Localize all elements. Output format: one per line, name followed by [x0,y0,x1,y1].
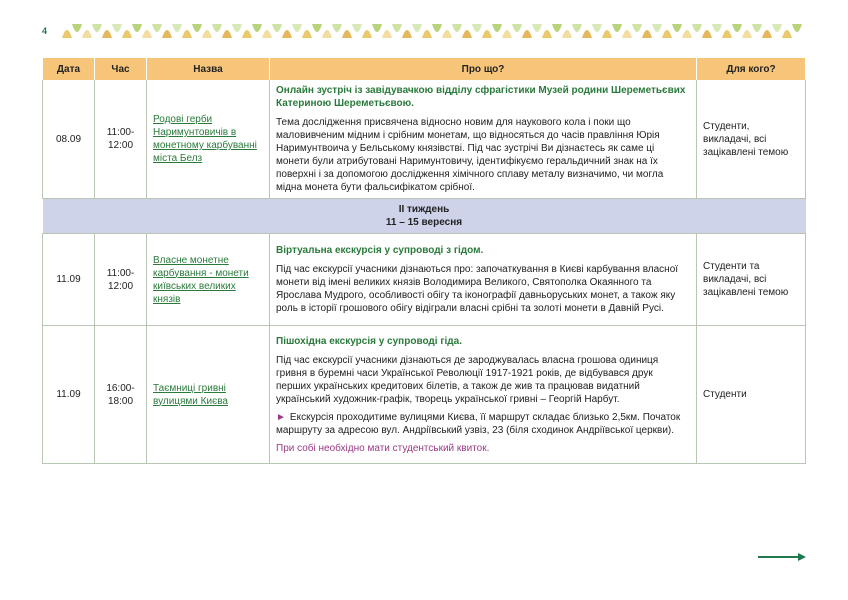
time-end: 12:00 [107,140,134,151]
ornament-leaf [72,24,82,32]
ornament-leaf [302,30,312,38]
event-headline: Пішохідна екскурсія у супроводі гіда. [276,335,462,347]
ornament-leaf [472,24,482,32]
ornament-leaf [652,24,662,32]
event-headline: Віртуальна екскурсія у супроводі з гідом. [276,245,484,256]
ornament-leaf [622,30,632,38]
row-audience: Студенти [697,326,806,464]
ornament-leaf [212,24,222,32]
ornament-leaf [712,24,722,32]
row-time [95,80,147,199]
ornament-leaf [572,24,582,32]
ornament-leaf [532,24,542,32]
header-name: Назва [147,58,270,80]
ornament-leaf [552,24,562,32]
ornament-leaf [722,30,732,38]
row-about [270,234,697,326]
time-end: 18:00 [107,395,134,407]
ornament-leaf [682,30,692,38]
event-title-link[interactable]: Власне монетне карбування - монети київських великих князів [153,254,249,305]
event-title-link[interactable]: Таємниці гривні вулицями Києва [153,382,228,407]
ornament-leaf [312,24,322,32]
ornament-leaf [232,24,242,32]
row-audience: Студенти та викладачі, всі зацікавлені темою [697,234,806,326]
ornament-leaf [322,30,332,38]
row-name [147,80,270,199]
ornament-leaf [592,24,602,32]
ornament-leaf [612,24,622,32]
ornament-leaf [432,24,442,32]
row-audience: Студенти, викладачі, всі зацікавлені темою [697,80,806,199]
ornament-leaf [762,30,772,38]
ornament-leaf [782,30,792,38]
week-label [43,199,806,234]
event-description: Під час екскурсії учасники дізнаються де зароджувалась власна грошова одиниця гривня в буремні часи Української Революції 1917-1921 років, де відбувався друк перших українських кредитових білетів, а також де жив та працював видатний український художник-графік, творець української гривні – Георгій Нарбут. [276,354,659,405]
time-start: 11:00- [106,267,135,279]
ornament-leaf [292,24,302,32]
ornament-leaf [92,24,102,32]
ornament-leaf [792,24,802,32]
ornament-leaf [692,24,702,32]
header-about: Про що? [270,58,697,80]
ornament-leaf [382,30,392,38]
ticket-warning: При собі необхідно мати студентський квиток. [276,442,490,454]
time-start: 11:00- [106,127,135,138]
row-about [270,80,697,199]
ornament-leaf [452,24,462,32]
ornament-leaf [152,24,162,32]
ornament-leaf [332,24,342,32]
ornament-leaf [562,30,572,38]
ornament-leaf [352,24,362,32]
ornament-leaf [162,30,172,38]
event-description: Тема дослідження присвячена відносно новим для наукового кола і поки що маловивченим мідним і срібним монетам, що відносяться до часів правління Юрія Наримунтвоича у Бельському князівстві. Під час зустрічі Ви дізнаєтесь як саме ці монети були атрибутовані Наримунтовичу, ідентифікуємо геральдичний знак на їх поверхні і за допомогою дослідження хімічного сплаву металу визначимо, чи могла мідна монета бути фальсифікатом срібної. [276,117,664,193]
ornament-leaf [122,30,132,38]
ornament-leaf [732,24,742,32]
week-dates: 11 – 15 вересня [385,217,463,228]
row-date: 11.09 [43,234,95,326]
route-note [276,411,690,437]
row-date: 11.09 [43,326,95,464]
ornament-leaf [242,30,252,38]
row-date: 08.09 [43,80,95,199]
ornament-leaf [222,30,232,38]
ornament-leaf [502,30,512,38]
ornament-leaf [182,30,192,38]
ornament-leaf [252,24,262,32]
table-row [43,326,806,464]
event-headline: Онлайн зустріч із завідувачкою відділу сфрагістики Музей родини Шереметьєвих Катериною Шереметьєвою. [276,85,686,109]
schedule-table [42,58,806,464]
header-date: Дата [43,58,95,80]
row-time [95,326,147,464]
table-row [43,234,806,326]
ornament-leaf [512,24,522,32]
event-description: Під час екскурсії учасники дізнаються про: започаткування в Києві карбування власної монети від імені великих князів Володимира Великого, Святополка Окаянного та Ярослава Мудрого, особливості обігу та іконографії давньоруських монет, а також яку роль в історії грошового обігу відіграли власні срібні та золоті монети в Давній Русі. [276,264,679,314]
ornament-leaf [112,24,122,32]
header-time: Час [95,58,147,80]
time-end: 12:00 [107,280,134,292]
ornament-leaf [752,24,762,32]
ornament-leaf [642,30,652,38]
ornament-leaf [262,30,272,38]
ornament-leaf [772,24,782,32]
ornament-leaf [82,30,92,38]
ornament-leaf [422,30,432,38]
ornament-leaf [542,30,552,38]
ornament-leaf [282,30,292,38]
ornament-leaf [742,30,752,38]
ornament-leaf [412,24,422,32]
table-row [43,80,806,199]
ornament-leaf [342,30,352,38]
ornament-leaf [632,24,642,32]
row-name [147,326,270,464]
ornament-leaf [132,24,142,32]
ornament-leaf [462,30,472,38]
decorative-ornament-strip [62,22,802,40]
row-about [270,326,697,464]
week-divider-row [43,199,806,234]
row-time [95,234,147,326]
next-page-arrow-icon[interactable] [758,552,806,562]
table-header-row [43,58,806,80]
row-name [147,234,270,326]
week-title: ІІ тиждень [398,204,450,215]
triangle-bullet-icon: ► [276,411,286,423]
time-start: 16:00- [106,382,135,394]
ornament-leaf [522,30,532,38]
ornament-leaf [372,24,382,32]
ornament-leaf [402,30,412,38]
ornament-leaf [202,30,212,38]
ornament-leaf [362,30,372,38]
ornament-leaf [662,30,672,38]
ornament-leaf [392,24,402,32]
ornament-leaf [102,30,112,38]
ornament-leaf [142,30,152,38]
ornament-leaf [172,24,182,32]
ornament-leaf [672,24,682,32]
event-title-link[interactable]: Родові герби Наримунтовичів в монетному карбуванні міста Белз [153,114,257,164]
ornament-leaf [582,30,592,38]
ornament-leaf [272,24,282,32]
ornament-leaf [442,30,452,38]
ornament-leaf [602,30,612,38]
ornament-leaf [62,30,72,38]
ornament-leaf [492,24,502,32]
ornament-leaf [192,24,202,32]
header-audience: Для кого? [697,58,806,80]
ornament-leaf [482,30,492,38]
page-number: 4 [42,26,48,36]
route-note-text: Екскурсія проходитиме вулицями Києва, її маршрут складає близько 2,5км. Початок маршруту за адресою вул. Андріївський узвіз, 23 (біля сходинок Андріївської церкви). [276,411,681,436]
ornament-leaf [702,30,712,38]
